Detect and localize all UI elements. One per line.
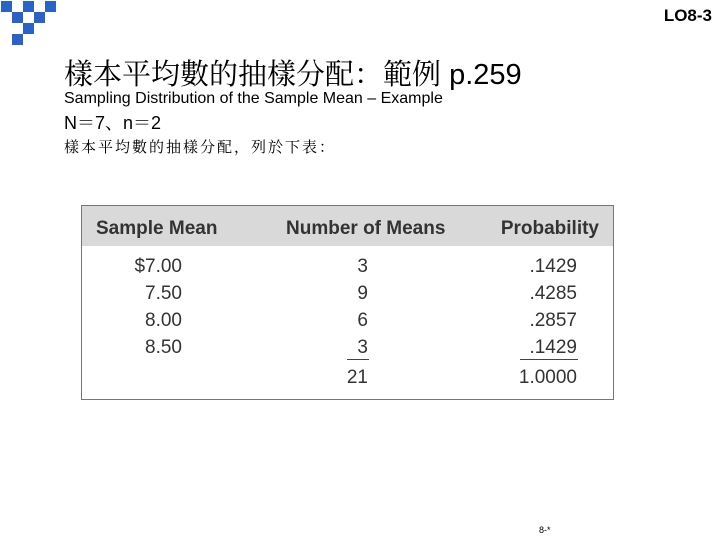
sum-rule-count <box>347 359 369 360</box>
sum-rule-probability <box>520 359 578 360</box>
cell-sample-mean: 8.00 <box>145 310 182 331</box>
cell-probability: .1429 <box>529 337 577 358</box>
sampling-distribution-table <box>81 205 614 400</box>
cell-sample-mean: 7.50 <box>145 283 182 304</box>
slide-subtitle: Sampling Distribution of the Sample Mean – Example <box>64 90 443 107</box>
cell-sample-mean: 8.50 <box>145 337 182 358</box>
title-page-ref: p.259 <box>441 59 522 91</box>
cell-probability: .1429 <box>529 256 577 277</box>
cell-number-of-means: 6 <box>357 310 368 331</box>
total-number-of-means: 21 <box>346 367 368 388</box>
cell-number-of-means: 9 <box>357 283 368 304</box>
cell-number-of-means: 3 <box>357 256 368 277</box>
header-number-of-means: Number of Means <box>286 218 446 239</box>
cell-probability: .4285 <box>529 283 577 304</box>
learning-objective-tag: LO8-3 <box>663 6 712 25</box>
slide-number: 8-* <box>539 525 551 535</box>
table-header <box>82 206 613 246</box>
cell-number-of-means: 3 <box>357 337 368 358</box>
table-description: 樣本平均數的抽樣分配，列於下表： <box>64 138 337 156</box>
population-sample-size: N＝7、n＝2 <box>64 113 162 133</box>
cell-sample-mean: $7.00 <box>134 256 182 277</box>
cell-probability: .2857 <box>529 310 577 331</box>
header-probability: Probability <box>500 218 599 239</box>
title-chinese: 樣本平均數的抽樣分配：範例 <box>64 57 442 91</box>
header-sample-mean: Sample Mean <box>96 218 218 239</box>
logo-checker-icon <box>0 0 60 45</box>
slide-title <box>64 52 522 93</box>
total-probability: 1.0000 <box>518 367 577 388</box>
